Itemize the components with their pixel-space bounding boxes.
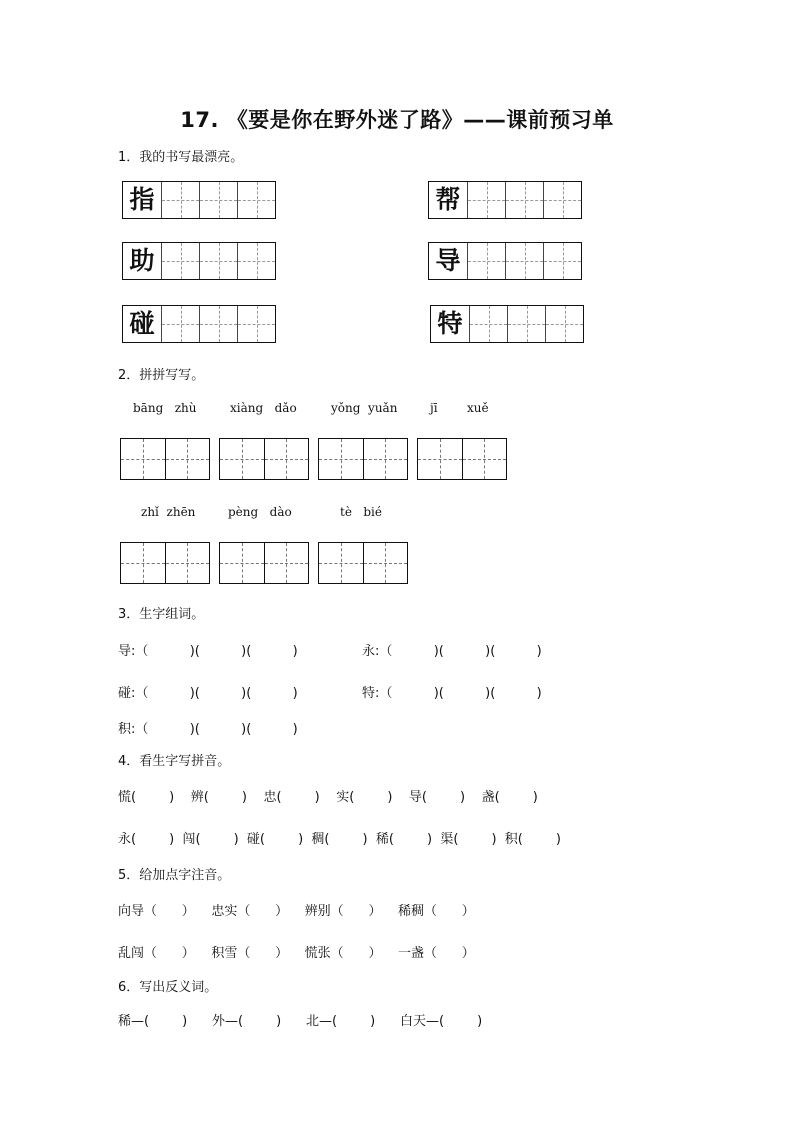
annotation-line[interactable]: 乱闯（ ） 积雪（ ） 慌张（ ） 一盏（ ）: [118, 946, 475, 961]
pinyin-label: yǒng yuǎn: [331, 401, 398, 415]
page-title: 17. 《要是你在野外迷了路》——课前预习单: [180, 108, 614, 132]
word-group-line[interactable]: 永:（ )( )( ): [362, 644, 542, 659]
answer-box[interactable]: [219, 438, 309, 480]
model-char: 指: [129, 185, 155, 214]
pinyin-label: zhǐ zhēn: [141, 505, 196, 519]
model-char: 导: [435, 246, 461, 275]
pinyin-label: xuě: [467, 401, 489, 415]
section-4-heading: 4．看生字写拼音。: [118, 754, 231, 769]
section-5-heading: 5．给加点字注音。: [118, 868, 231, 883]
answer-box[interactable]: [219, 542, 309, 584]
answer-box[interactable]: [417, 438, 507, 480]
section-3-heading: 3．生字组词。: [118, 607, 205, 622]
answer-box[interactable]: [318, 542, 408, 584]
section-2-heading: 2．拼拼写写。: [118, 368, 205, 383]
writing-row-4[interactable]: [428, 242, 582, 280]
answer-box[interactable]: [318, 438, 408, 480]
writing-row-6[interactable]: [430, 305, 584, 343]
writing-row-2[interactable]: [428, 181, 582, 219]
pinyin-label: pèng dào: [228, 505, 292, 519]
writing-row-5[interactable]: [122, 305, 276, 343]
writing-row-3[interactable]: [122, 242, 276, 280]
model-char: 特: [437, 309, 463, 338]
pinyin-label: tè bié: [340, 505, 382, 519]
antonym-line[interactable]: 稀—( ) 外—( ) 北—( ) 白天—( ): [118, 1014, 483, 1029]
pinyin-label: jī: [430, 401, 438, 415]
model-char: 帮: [435, 185, 461, 214]
word-group-line[interactable]: 碰:（ )( )( ): [118, 686, 298, 701]
word-group-line[interactable]: 积:（ )( )( ): [118, 722, 298, 737]
pinyin-label: bāng zhù: [133, 401, 197, 415]
pinyin-line[interactable]: 慌( ) 辨( ) 忠( ) 实( ) 导( ) 盏( ): [118, 790, 538, 805]
word-group-line[interactable]: 特:（ )( )( ): [362, 686, 542, 701]
annotation-line[interactable]: 向导（ ） 忠实（ ） 辨别（ ） 稀稠（ ）: [118, 904, 475, 919]
word-group-line[interactable]: 导:（ )( )( ): [118, 644, 298, 659]
pinyin-line[interactable]: 永( ) 闯( ) 碰( ) 稠( ) 稀( ) 渠( ) 积( ): [118, 832, 562, 847]
section-6-heading: 6．写出反义词。: [118, 980, 218, 995]
model-char: 助: [129, 246, 155, 275]
model-char: 碰: [129, 309, 155, 338]
answer-box[interactable]: [120, 542, 210, 584]
writing-row-1[interactable]: [122, 181, 276, 219]
answer-box[interactable]: [120, 438, 210, 480]
section-1-heading: 1．我的书写最漂亮。: [118, 150, 244, 165]
pinyin-label: xiàng dǎo: [230, 401, 297, 415]
